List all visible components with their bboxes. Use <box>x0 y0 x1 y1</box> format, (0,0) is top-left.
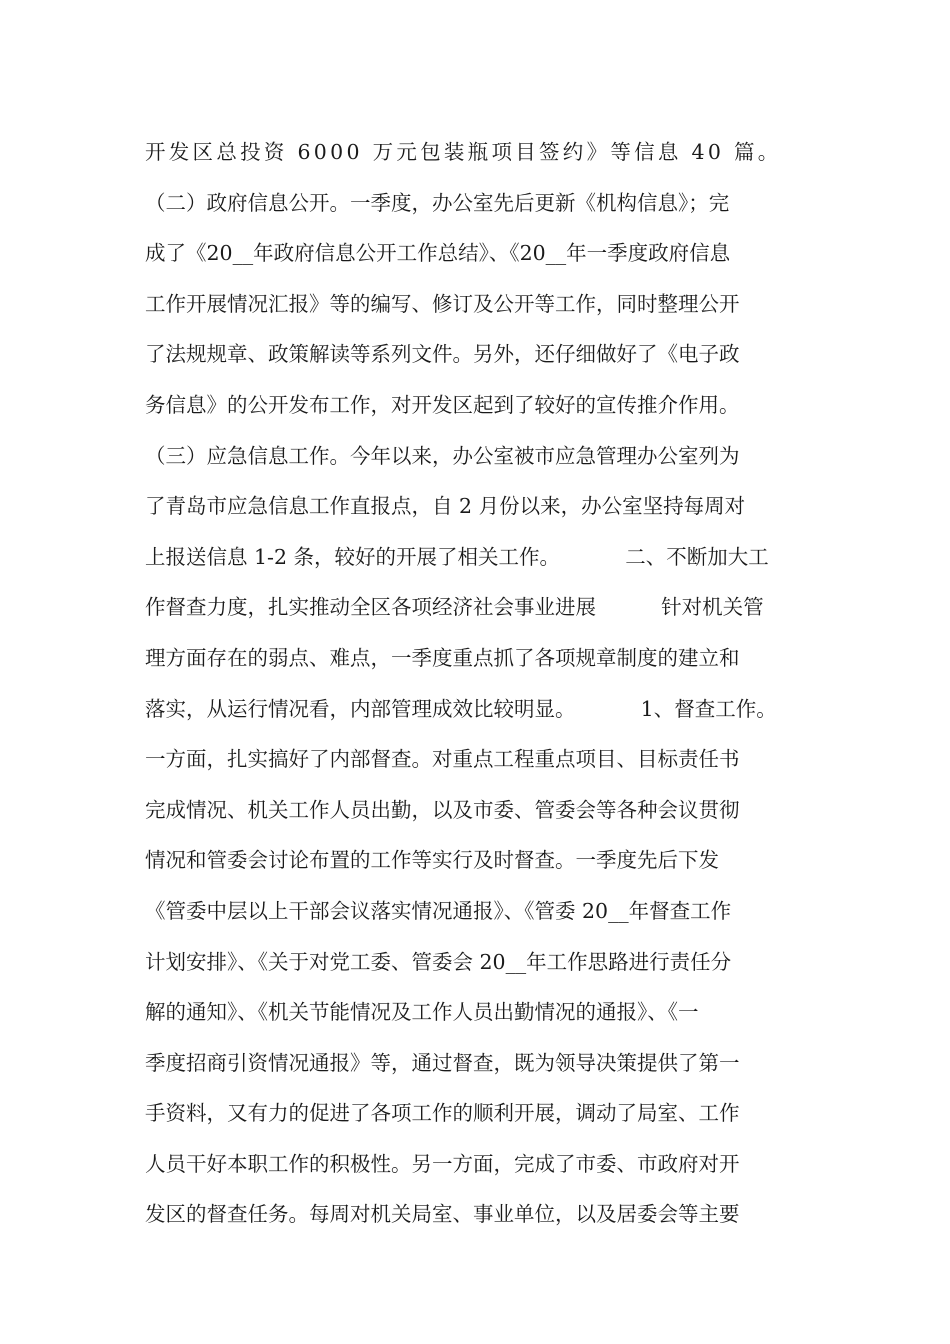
text-line: 情况和管委会讨论布置的工作等实行及时督查。一季度先后下发 <box>145 848 719 873</box>
text-line: 务信息》的公开发布工作，对开发区起到了较好的宣传推介作用。 <box>145 392 740 417</box>
text-line: 成了《20__年政府信息公开工作总结》、《20__年一季度政府信息 <box>145 241 731 266</box>
text-line: 了法规规章、政策解读等系列文件。另外，还仔细做好了《电子政 <box>145 342 740 367</box>
text-line: 完成情况、机关工作人员出勤，以及市委、管委会等各种会议贯彻 <box>145 797 740 822</box>
text-line: 理方面存在的弱点、难点，一季度重点抓了各项规章制度的建立和 <box>145 645 740 670</box>
text-line: 作督查力度，扎实推动全区各项经济社会事业进展 针对机关管 <box>145 595 764 620</box>
text-line: 发区的督查任务。每周对机关局室、事业单位，以及居委会等主要 <box>145 1202 740 1227</box>
text-line: 上报送信息 1-2 条，较好的开展了相关工作。 二、不断加大工 <box>145 544 769 569</box>
text-line: 一方面，扎实搞好了内部督查。对重点工程重点项目、目标责任书 <box>145 747 740 772</box>
text-line: （三）应急信息工作。今年以来，办公室被市应急管理办公室列为 <box>145 443 740 468</box>
text-line: 工作开展情况汇报》等的编写、修订及公开等工作，同时整理公开 <box>145 291 740 316</box>
text-line: 落实，从运行情况看，内部管理成效比较明显。 1、督查工作。 <box>145 696 777 721</box>
text-line: 手资料，又有力的促进了各项工作的顺利开展，调动了局室、工作 <box>145 1101 740 1126</box>
text-line: （二）政府信息公开。一季度，办公室先后更新《机构信息》；完 <box>145 190 730 215</box>
text-line: 《管委中层以上干部会议落实情况通报》、《管委 20__年督查工作 <box>145 898 732 923</box>
text-line: 开发区总投资 6000 万元包装瓶项目签约》等信息 40 篇。 <box>145 140 782 164</box>
text-line: 季度招商引资情况通报》等，通过督查，既为领导决策提供了第一 <box>145 1050 740 1075</box>
text-line: 人员干好本职工作的积极性。另一方面，完成了市委、市政府对开 <box>145 1151 740 1176</box>
text-line: 解的通知》、《机关节能情况及工作人员出勤情况的通报》、《一 <box>145 1000 699 1025</box>
text-line: 了青岛市应急信息工作直报点，自 2 月份以来，办公室坚持每周对 <box>145 494 746 519</box>
body-text <box>145 127 825 1240</box>
text-line: 计划安排》、《关于对党工委、管委会 20__年工作思路进行责任分 <box>145 949 732 974</box>
